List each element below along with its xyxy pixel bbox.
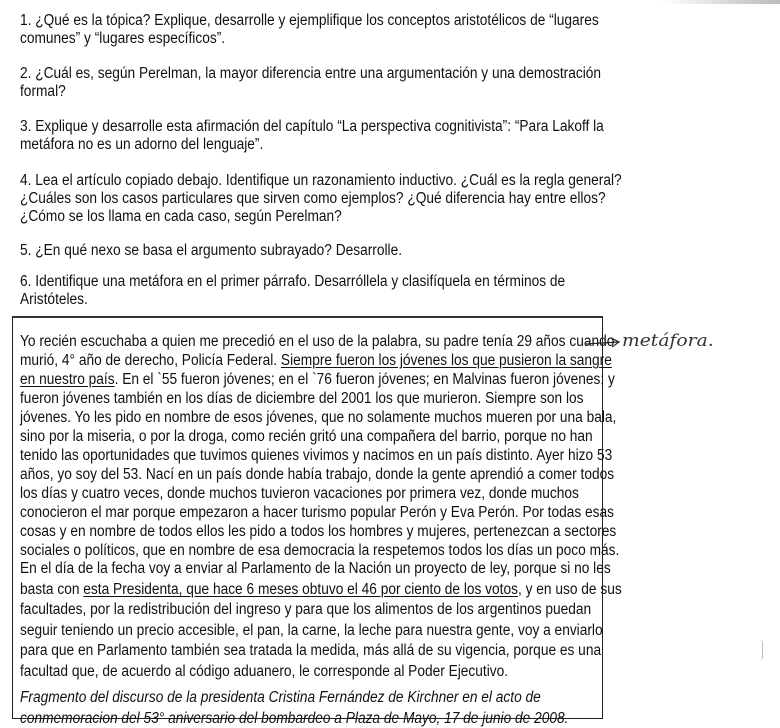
article-line — [20, 390, 584, 408]
text-segment: los días y cuatro veces, donde muchos tuvieron vacaciones por primera vez, donde muchos — [20, 485, 579, 502]
text-segment: murió, 4° año de derecho, Policía Federal. — [20, 352, 281, 369]
text-segment: En el día de la fecha voy a enviar al Parlamento de la Nación un proyecto de ley, porque si no les — [20, 560, 611, 577]
caption-line: conmemoracion del 53° aniversario del bombardeo a Plaza de Mayo, 17 de junio de 2008. — [20, 710, 569, 727]
article-line — [20, 601, 591, 619]
question-line: comunes” y “lugares específicos”. — [20, 30, 226, 47]
question-line: 2. ¿Cuál es, según Perelman, la mayor diferencia entre una argumentación y una demostración — [20, 65, 602, 82]
text-segment: fueron jóvenes también en los días de diciembre del 2001 los que murieron. Siempre son los — [20, 390, 584, 407]
article-line — [20, 642, 601, 660]
text-segment: cosas y en nombre de todos ellos les pido a todos los hombres y mujeres, pertenezcan a sectores — [20, 523, 617, 540]
article-line — [20, 333, 614, 351]
underlined-text: esta Presidenta, que hace 6 meses obtuvo el 46 por ciento de los votos — [83, 580, 518, 598]
question-line: Aristóteles. — [20, 291, 88, 308]
article-line — [20, 371, 615, 389]
article-line — [20, 428, 593, 446]
article-line — [20, 542, 619, 560]
text-segment: basta con — [20, 580, 84, 598]
handwritten-note: metáfora. — [622, 331, 714, 351]
scan-mark — [760, 640, 763, 660]
article-line — [20, 352, 612, 370]
article-line — [20, 409, 616, 427]
question-line: 3. Explique y desarrolle esta afirmación del capítulo “La perspectiva cognitivista”: “Para Lakoff la — [20, 118, 604, 135]
caption-line: Fragmento del discurso de la presidenta Cristina Fernández de Kirchner en el acto de — [20, 689, 541, 706]
article-line — [20, 485, 579, 503]
text-segment: Yo recién escuchaba a quien me precedió en el uso de la palabra, su padre tenía 29 años cuando — [20, 333, 615, 350]
question-line: metáfora no es un adorno del lenguaje”. — [20, 136, 264, 153]
question-line: 1. ¿Qué es la tópica? Explique, desarrolle y ejemplifique los conceptos aristotélicos de “lugares — [20, 12, 599, 29]
article-line — [20, 504, 614, 522]
question-line: formal? — [20, 83, 66, 100]
article-line — [20, 466, 614, 484]
article-line — [20, 560, 611, 578]
question-line: 6. Identifique una metáfora en el primer párrafo. Desarróllela y clasifíquela en términos de — [20, 273, 566, 290]
text-segment: para que en Parlamento también sea tratada la medida, más allá de su vigencia, porque es una — [20, 642, 602, 659]
question-line: ¿Cómo se los llama en cada caso, según Perelman? — [20, 208, 342, 225]
text-segment: sociales o políticos, que en nombre de esa democracia la respetemos todos los días un poco más. — [20, 542, 620, 559]
article-line — [20, 447, 612, 465]
question-line: ¿Cuáles son los casos particulares que sirven como ejemplos? ¿Qué diferencia hay entre ellos? — [20, 190, 606, 207]
text-segment: , y en uso de sus — [517, 580, 622, 598]
underlined-text: en nuestro país — [20, 371, 115, 388]
text-segment: jóvenes. Yo les pido en nombre de esos jóvenes, que no solamente muchos mueren por una bala, — [20, 409, 617, 426]
text-segment: años, yo soy del 53. Nací en un país donde había trabajo, donde la gente aprendió a comer todos — [20, 466, 615, 483]
scan-edge-shade — [660, 0, 780, 4]
text-segment: facultad que, de acuerdo al código aduanero, le corresponde al Poder Ejecutivo. — [20, 662, 509, 680]
question-line: 5. ¿En qué nexo se basa el argumento subrayado? Desarrolle. — [20, 242, 403, 259]
article-line — [20, 523, 616, 541]
text-segment: facultades, por la redistribución del ingreso y para que los alimentos de los argentinos puedan — [20, 601, 592, 618]
underlined-text: Siempre fueron los jóvenes los que pusieron la sangre — [280, 352, 612, 369]
question-line: 4. Lea el artículo copiado debajo. Identifique un razonamiento inductivo. ¿Cuál es la regla general? — [20, 172, 622, 189]
text-segment: sino por la miseria, o por la droga, como recién gritó una compañera del barrio, porque no han — [20, 428, 593, 445]
text-segment: seguir teniendo un precio accesible, el pan, la carne, la leche para nuestra gente, voy a enviarlo — [20, 621, 603, 639]
article-line — [20, 622, 603, 640]
text-segment: tenido las oportunidades que tuvimos quienes vivimos y nacimos en un país distinto. Ayer hizo 53 — [20, 447, 613, 464]
article-line — [20, 581, 622, 599]
text-segment: conocieron el mar porque empezaron a hacer turismo popular Perón y Eva Perón. Por todas esas — [20, 504, 614, 521]
article-line — [20, 663, 508, 681]
text-segment: . En el `55 fueron jóvenes; en el `76 fueron jóvenes; en Malvinas fueron jóvenes; y — [114, 371, 615, 388]
